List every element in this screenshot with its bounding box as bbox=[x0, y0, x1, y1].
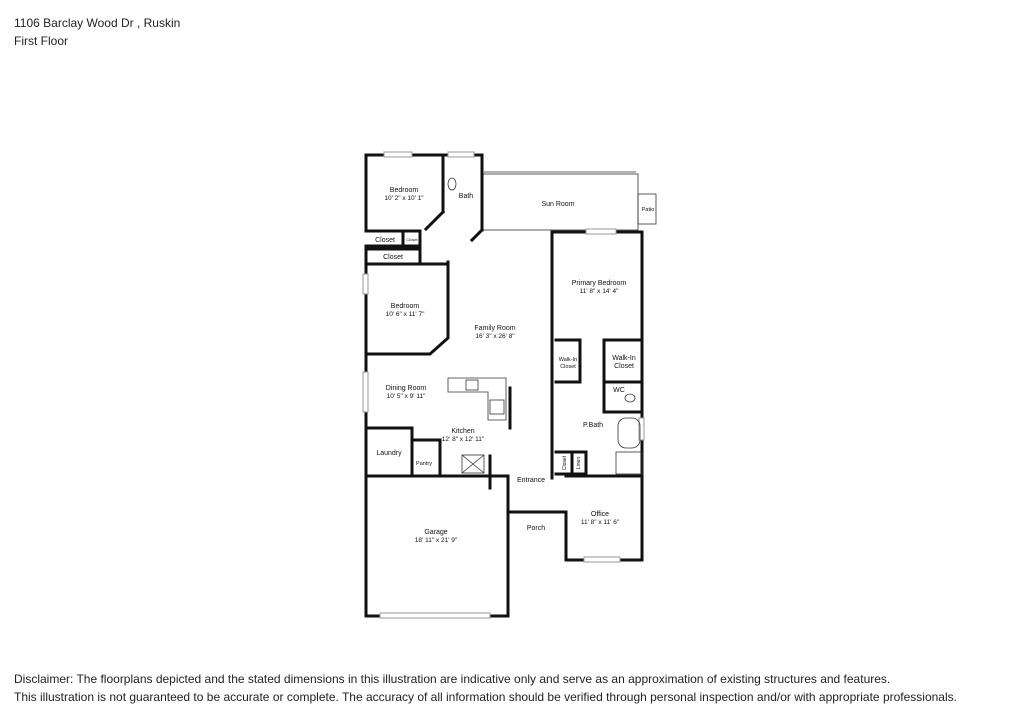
garage-dims: 18' 11" x 21' 9" bbox=[414, 537, 458, 544]
walkin2-line1: Walk-In bbox=[612, 355, 636, 362]
porch-name: Porch bbox=[526, 525, 546, 532]
walkin1-line1: Walk-In bbox=[558, 357, 578, 363]
office-name: Office bbox=[590, 511, 610, 518]
bedroom1-dims: 10' 2" x 10' 1" bbox=[384, 195, 424, 202]
closet-small-name: Closet bbox=[406, 237, 418, 242]
office-dims: 11' 8" x 11' 6" bbox=[580, 519, 620, 526]
dining-room-dims: 10' 5" x 9' 11" bbox=[386, 393, 426, 400]
closet1-name: Closet bbox=[375, 237, 395, 244]
family-room-name: Family Room bbox=[474, 325, 516, 332]
bedroom1-name: Bedroom bbox=[389, 187, 419, 194]
family-room-dims: 16' 3" x 26' 8" bbox=[475, 333, 515, 340]
sun-room-name: Sun Room bbox=[541, 201, 575, 208]
closet3-name: Closet bbox=[562, 455, 568, 471]
primary-bedroom-name: Primary Bedroom bbox=[571, 280, 627, 287]
patio-name: Patio bbox=[641, 207, 655, 213]
pantry-name: Pantry bbox=[416, 461, 432, 467]
disclaimer-line-2: This illustration is not guaranteed to be accurate or complete. The accuracy of all information should be verified through personal inspection and/or with appropriate professionals. bbox=[14, 690, 957, 704]
floor-label: First Floor bbox=[14, 34, 68, 48]
entrance-name: Entrance bbox=[516, 477, 546, 484]
room-labels bbox=[375, 187, 654, 544]
bedroom2-name: Bedroom bbox=[390, 303, 420, 310]
wc-name: WC bbox=[613, 387, 625, 394]
laundry-name: Laundry bbox=[376, 450, 402, 457]
p-bath-name: P.Bath bbox=[582, 422, 604, 429]
kitchen-dims: 12' 8" x 12' 11" bbox=[441, 436, 485, 443]
disclaimer-line-1: Disclaimer: The floorplans depicted and the stated dimensions in this illustration are indicative only and serve as an approximation of existing structures and features. bbox=[14, 672, 891, 686]
closet2-name: Closet bbox=[383, 254, 403, 261]
primary-bedroom-dims: 11' 8" x 14' 4" bbox=[579, 288, 619, 295]
dining-room-name: Dining Room bbox=[385, 385, 427, 392]
address-title: 1106 Barclay Wood Dr , Ruskin bbox=[14, 16, 181, 30]
bedroom2-dims: 10' 6" x 11' 7" bbox=[385, 311, 425, 318]
linen-name: Linen bbox=[576, 456, 582, 470]
garage-name: Garage bbox=[424, 529, 448, 536]
kitchen-name: Kitchen bbox=[451, 428, 475, 435]
bath-name: Bath bbox=[458, 193, 474, 200]
walkin1-line2: Closet bbox=[560, 364, 576, 370]
walkin2-line2: Closet bbox=[614, 363, 634, 370]
